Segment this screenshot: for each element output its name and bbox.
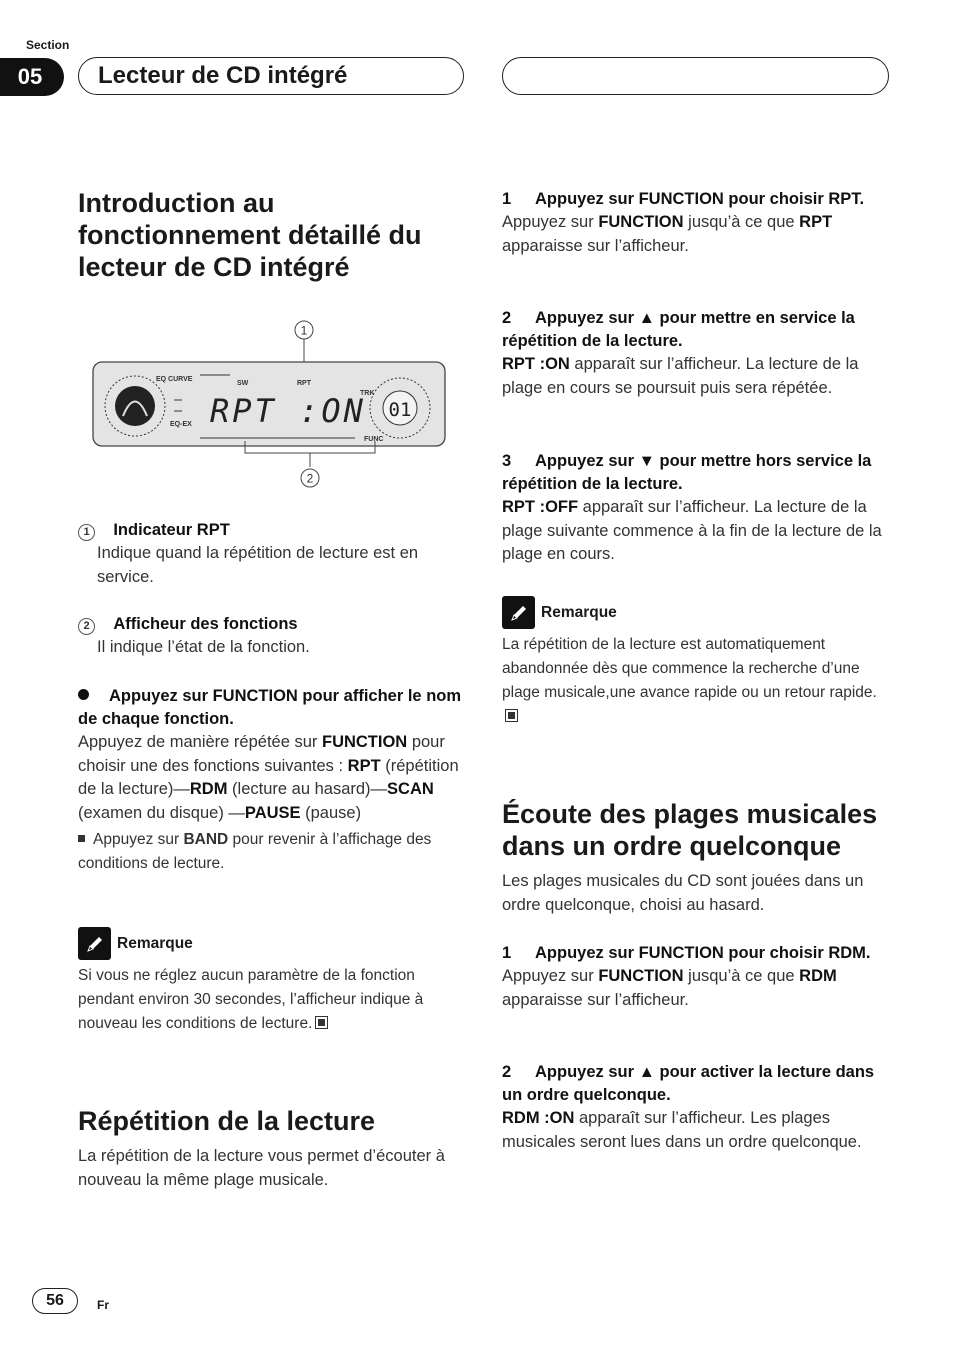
- item-title: Indicateur RPT: [113, 521, 230, 539]
- main-display-text: RPT :ON: [210, 392, 366, 430]
- left-dial: [115, 386, 155, 426]
- random-step-2: 2 Appuyez sur ▲ pour activer la lecture dans un ordre quelconque. RDM :ON apparaît sur l’afficheur. Les plages musicales seront lues dans un ordre quelconque.: [502, 1063, 875, 1151]
- end-mark-icon: [315, 1016, 328, 1029]
- intro-note: [78, 927, 466, 1036]
- func-label: FUNC: [364, 436, 384, 443]
- square-bullet: [78, 835, 85, 842]
- sub-bullet: Appuyez sur BAND pour revenir à l’affichage des conditions de lecture.: [78, 830, 432, 872]
- chapter-title-text: Lecteur de CD intégré: [98, 62, 348, 89]
- repeat-intro: La répétition de la lecture vous permet d’écouter à nouveau la même plage musicale.: [78, 1147, 445, 1189]
- bullet-dot: [78, 689, 89, 700]
- repeat-title: Répétition de la lecture: [78, 1106, 376, 1136]
- cd-display-illustration: [90, 315, 450, 495]
- end-mark-icon: [505, 709, 518, 722]
- note-label: Remarque: [541, 603, 617, 621]
- item-desc: Indique quand la répétition de lecture est en service.: [97, 544, 419, 586]
- pencil-note-icon: [78, 927, 111, 960]
- bullet-head: Appuyez sur FUNCTION pour afficher le nom de chaque fonction.: [78, 687, 462, 728]
- function-bullet: [78, 685, 466, 876]
- note-label: Remarque: [117, 934, 193, 952]
- repeat-step-2: 2 Appuyez sur ▲ pour mettre en service la répétition de la lecture. RPT :ON apparaît sur l’afficheur. La lecture de la plage en cours se poursuit puis sera répétée.: [502, 309, 859, 397]
- eq-curve-label: EQ CURVE: [156, 376, 193, 383]
- track-number: 01: [388, 399, 412, 421]
- callout-1: 1: [300, 323, 308, 338]
- rpt-indicator: RPT: [297, 380, 311, 387]
- item-desc: Il indique l’état de la fonction.: [97, 638, 310, 656]
- bullet-body: Appuyez de manière répétée sur FUNCTION pour choisir une des fonctions suivantes : RPT (répétition de la lecture)—RDM (lecture au hasard)—SCAN (examen du disque) —PAUSE (pause): [78, 733, 459, 823]
- sw-label: SW: [237, 380, 249, 387]
- item-number: 2: [78, 618, 95, 635]
- section-number-badge: 05: [0, 58, 64, 96]
- section-label: Section: [26, 38, 70, 52]
- display-svg: [90, 315, 450, 495]
- repeat-note: [502, 596, 892, 729]
- repeat-step-3: 3 Appuyez sur ▼ pour mettre hors service la répétition de la lecture. RPT :OFF apparaît sur l’afficheur. La lecture de la plage suivante commence à la fin de la lecture de la plage en cours.: [502, 452, 882, 564]
- chapter-title: [78, 57, 464, 95]
- trk-label: TRK: [360, 390, 375, 397]
- note-text: La répétition de la lecture est automatiquement abandonnée dès que commence la recherche d’une plage musicale,une avance rapide ou un retour rapide.: [502, 633, 892, 729]
- note-text: Si vous ne réglez aucun paramètre de la fonction pendant environ 30 secondes, l’afficheur indique à nouveau les conditions de lecture.: [78, 967, 424, 1032]
- item-number: 1: [78, 524, 95, 541]
- random-intro: Les plages musicales du CD sont jouées dans un ordre quelconque, choisi au hasard.: [502, 872, 864, 914]
- header-empty-pill: [502, 57, 889, 95]
- random-step-1: 1 Appuyez sur FUNCTION pour choisir RDM. Appuyez sur FUNCTION jusqu’à ce que RDM apparaisse sur l’afficheur.: [502, 944, 871, 1009]
- legend-item-1: [78, 519, 466, 589]
- legend-item-2: [78, 613, 466, 660]
- pencil-note-icon: [502, 596, 535, 629]
- language-code: Fr: [97, 1298, 109, 1312]
- eq-ex-label: EQ-EX: [170, 421, 192, 428]
- intro-title: Introduction au fonctionnement détaillé du lecteur de CD intégré: [78, 188, 422, 282]
- repeat-step-1: 1 Appuyez sur FUNCTION pour choisir RPT. Appuyez sur FUNCTION jusqu’à ce que RPT apparaisse sur l’afficheur.: [502, 190, 865, 255]
- random-title: Écoute des plages musicales dans un ordre quelconque: [502, 799, 878, 861]
- callout-2: 2: [306, 471, 314, 486]
- item-title: Afficheur des fonctions: [113, 615, 298, 633]
- page-number: 56: [32, 1288, 78, 1314]
